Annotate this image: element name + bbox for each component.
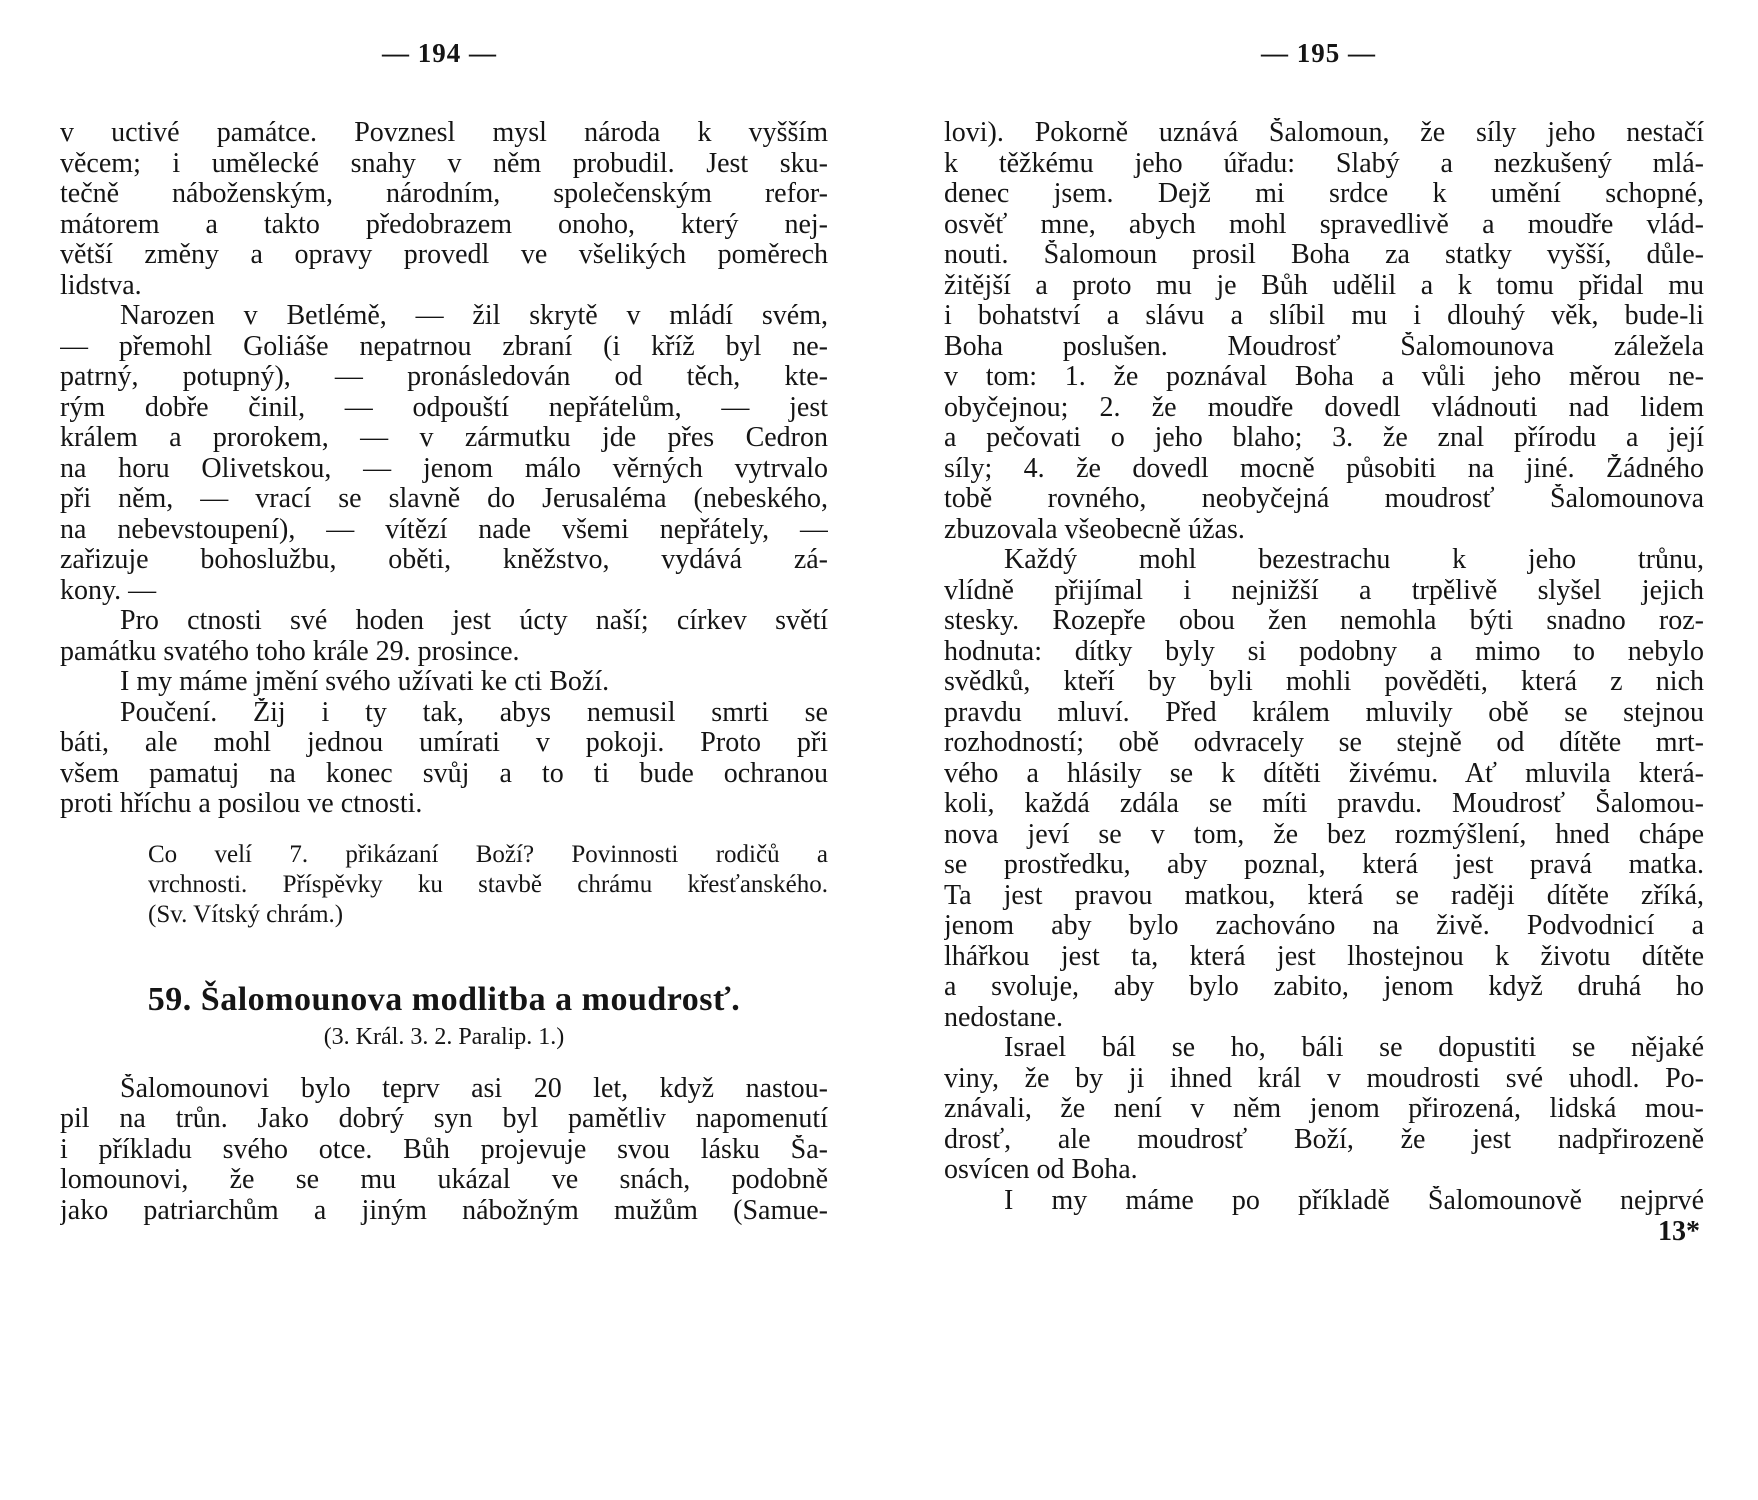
paragraph: [60, 606, 828, 667]
paragraph: [60, 667, 828, 698]
text-line: žitější a proto mu je Bůh udělil a k tomu přidal mu: [944, 270, 1704, 301]
text-line: nova jeví se v tom, že bez rozmýšlení, hned chápe: [944, 819, 1704, 850]
right-page: [879, 0, 1758, 1500]
text-line: všem pamatuj na konec svůj a to ti bude ochranou: [60, 758, 828, 789]
text-line: lidstva.: [60, 270, 142, 301]
text-line: pravdu mluví. Před králem mluvily obě se stejnou: [944, 697, 1704, 728]
text-line: a svoluje, aby bylo zabito, jenom když druhá ho: [944, 972, 1704, 1002]
paragraph: [60, 698, 828, 820]
paragraph: [944, 1186, 1704, 1217]
text-line: — přemohl Goliáše nepatrnou zbraní (i kříž byl ne-: [60, 331, 828, 362]
text-line: osvícen od Boha.: [944, 1155, 1138, 1185]
section-heading: 59. Šalomounova modlitba a moudrosť.: [147, 980, 741, 1018]
text-line: proti hříchu a posilou ve ctnosti.: [60, 789, 423, 819]
paragraph: [60, 118, 828, 301]
text-line: k těžkému jeho úřadu: Slabý a nezkušený mlá-: [944, 148, 1704, 179]
text-line: obyčejnou; 2. že moudře dovedl vládnouti nad lidem: [944, 392, 1704, 423]
text-line: (Sv. Vítský chrám.): [148, 900, 344, 928]
text-line: viny, že by ji ihned král v moudrosti své uhodl. Po-: [944, 1063, 1704, 1094]
text-line: nedostane.: [944, 1002, 1063, 1033]
text-line: pil na trůn. Jako dobrý syn byl pamětliv napomenutí: [60, 1104, 828, 1134]
text-line: hodnuta: dítky byly si podobny a mimo to nebylo: [944, 636, 1704, 667]
text-line: I my máme po příkladě Šalomounově nejprvé: [1004, 1185, 1704, 1216]
page-number: — 195 —: [1261, 38, 1376, 68]
text-line: se prostředku, aby poznal, která jest pravá matka.: [944, 850, 1704, 880]
text-line: stesky. Rozepře obou žen nemohla býti snadno roz-: [944, 606, 1704, 636]
paragraph: [944, 545, 1704, 1033]
text-line: drosť, ale moudrosť Boží, že jest nadpřirozeně: [944, 1124, 1704, 1155]
text-line: zbuzovala všeobecně úžas.: [944, 514, 1245, 545]
text-line: Boha poslušen. Moudrosť Šalomounova záležela: [944, 331, 1704, 362]
text-line: Ta jest pravou matkou, která se raději dítěte zříká,: [944, 880, 1704, 911]
paragraph: [944, 1033, 1704, 1186]
text-line: na horu Olivetskou, — jenom málo věrných vytrvalo: [60, 453, 828, 484]
text-line: i příkladu svého otce. Bůh projevuje svou lásku Ša-: [60, 1134, 828, 1165]
text-line: věcem; i umělecké snahy v něm probudil. Jest sku-: [60, 148, 828, 179]
text-line: znávali, že není v něm jenom přirozená, lidská mou-: [944, 1094, 1704, 1124]
text-line: denec jsem. Dejž mi srdce k umění schopné,: [944, 179, 1704, 209]
section-reference: (3. Král. 3. 2. Paralip. 1.): [323, 1023, 565, 1050]
page-number: — 194 —: [382, 38, 497, 68]
text-line: koli, každá zdála se míti pravdu. Moudrosť Šalomou-: [944, 789, 1704, 819]
text-line: tobě rovného, neobyčejná moudrosť Šalomounova: [944, 484, 1704, 514]
text-line: jako patriarchům a jiným nábožným mužům (Samue-: [60, 1195, 828, 1226]
review-questions: [148, 840, 828, 930]
text-line: větší změny a opravy provedl ve všelikých poměrech: [60, 240, 828, 270]
text-line: Co velí 7. přikázaní Boží? Povinnosti rodičů a: [148, 840, 828, 868]
text-line: lhářkou jest ta, která jest lhostejnou k životu dítěte: [944, 941, 1704, 972]
paragraph: [60, 301, 828, 606]
text-line: Každý mohl bezestrachu k jeho trůnu,: [1004, 545, 1704, 575]
text-line: vlídně přijímal i nejnižší a trpělivě slyšel jejich: [944, 575, 1704, 606]
text-line: vého a hlásily se k dítěti živému. Ať mluvila která-: [944, 758, 1704, 789]
text-line: Narozen v Betlémě, — žil skrytě v mládí svém,: [120, 301, 828, 331]
text-line: v uctivé památce. Povznesl mysl národa k vyšším: [60, 118, 828, 148]
text-line: v tom: 1. že poznával Boha a vůli jeho měrou ne-: [944, 362, 1704, 392]
text-column: [60, 118, 828, 1226]
text-line: patrný, potupný), — pronásledován od těch, kte-: [60, 362, 828, 392]
paragraph: [944, 118, 1704, 545]
text-column: [944, 118, 1704, 1248]
text-line: Šalomounovi bylo teprv asi 20 let, když nastou-: [120, 1073, 828, 1104]
text-line: vrchnosti. Příspěvky ku stavbě chrámu křesťanského.: [148, 870, 828, 898]
text-line: tečně náboženským, národním, společenským refor-: [60, 179, 828, 209]
text-line: lovi). Pokorně uznává Šalomoun, že síly jeho nestačí: [944, 118, 1704, 148]
text-line: nouti. Šalomoun prosil Boha za statky vyšší, důle-: [944, 240, 1704, 270]
text-line: svědků, kteří by byli mohli pověděti, která z nich: [944, 667, 1704, 697]
text-line: králem a prorokem, — v zármutku jde přes Cedron: [60, 423, 828, 453]
text-line: Israel bál se ho, báli se dopustiti se nějaké: [1004, 1033, 1704, 1063]
text-line: památku svatého toho krále 29. prosince.: [60, 636, 520, 667]
text-line: rým dobře činil, — odpouští nepřátelům, — jest: [60, 392, 828, 423]
text-line: lomounovi, že se mu ukázal ve snách, podobně: [60, 1165, 828, 1195]
text-line: I my máme jmění svého užívati ke cti Boží.: [120, 667, 610, 697]
text-line: při něm, — vrací se slavně do Jerusaléma (nebeského,: [60, 484, 828, 514]
text-line: a pečovati o jeho blaho; 3. že znal přírodu a její: [944, 423, 1704, 453]
text-line: kony. —: [60, 575, 157, 606]
text-line: síly; 4. že dovedl mocně působiti na jiné. Žádného: [944, 453, 1704, 484]
text-line: Poučení. Žij i ty tak, abys nemusil smrti se: [120, 697, 828, 728]
text-line: na nebevstoupení), — vítězí nade všemi nepřátely, —: [60, 514, 828, 545]
text-line: mátorem a takto předobrazem onoho, který nej-: [60, 209, 828, 240]
text-line: zařizuje bohoslužbu, oběti, kněžstvo, vydává zá-: [60, 545, 828, 575]
text-line: báti, ale mohl jednou umírati v pokoji. Proto při: [60, 728, 828, 758]
text-line: osvěť mne, abych mohl spravedlivě a moudře vlád-: [944, 209, 1704, 240]
text-line: jenom aby bylo zachováno na živě. Podvodnicí a: [944, 911, 1704, 941]
text-line: i bohatství a slávu a slíbil mu i dlouhý věk, bude-li: [944, 301, 1704, 331]
paragraph: [60, 1074, 828, 1227]
signature-mark: 13*: [1658, 1216, 1700, 1247]
text-line: rozhodností; obě odvracely se stejně od dítěte mrt-: [944, 728, 1704, 758]
text-line: Pro ctnosti své hoden jest úcty naší; církev světí: [120, 606, 828, 636]
